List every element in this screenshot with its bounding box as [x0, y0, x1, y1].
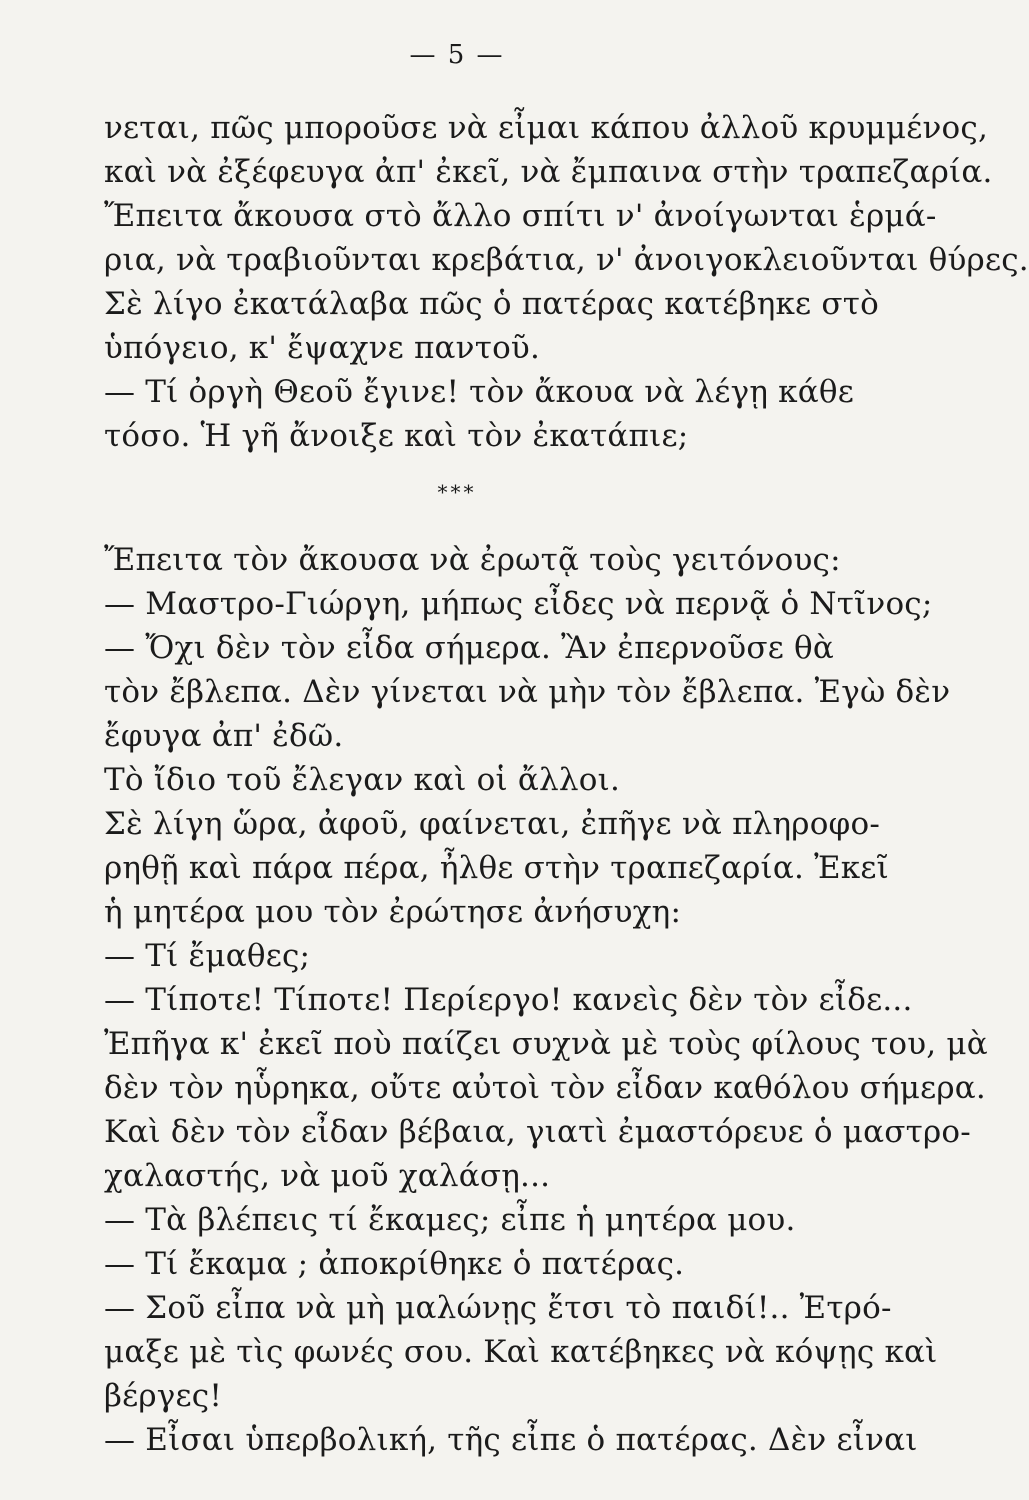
page-number: — 5 — — [409, 40, 505, 70]
text-line-5: Σὲ λίγο ἐκατάλαβα πῶς ὁ πατέρας κατέβηκε στὸ — [104, 286, 879, 322]
text-line-4: ρια, νὰ τραβιοῦνται κρεβάτια, ν' ἀνοιγοκλειοῦνται θύρες. — [104, 242, 1029, 278]
text-line-6: ὑπόγειο, κ' ἔψαχνε παντοῦ. — [104, 330, 541, 366]
section-separator: *** — [437, 480, 477, 504]
text-line-27: μαξε μὲ τὶς φωνές σου. Καὶ κατέβηκες νὰ κόψῃς καὶ — [104, 1334, 938, 1370]
text-line-11: — Ὄχι δὲν τὸν εἶδα σήμερα. Ἂν ἐπερνοῦσε θὰ — [104, 630, 835, 666]
text-line-26: — Σοῦ εἶπα νὰ μὴ μαλώνῃς ἔτσι τὸ παιδί!.. Ἐτρό- — [104, 1290, 892, 1326]
text-line-21: δὲν τὸν ηὗρηκα, οὔτε αὐτοὶ τὸν εἶδαν καθόλου σήμερα. — [104, 1070, 986, 1106]
text-line-22: Καὶ δὲν τὸν εἶδαν βέβαια, γιατὶ ἐμαστόρευε ὁ μαστρο- — [104, 1114, 971, 1150]
text-line-3: Ἔπειτα ἄκουσα στὸ ἄλλο σπίτι ν' ἀνοίγωνται ἑρμά- — [104, 198, 937, 234]
text-line-25: — Τί ἔκαμα ; ἀποκρίθηκε ὁ πατέρας. — [104, 1246, 685, 1282]
text-line-24: — Τὰ βλέπεις τί ἔκαμες; εἶπε ἡ μητέρα μου. — [104, 1202, 796, 1238]
text-line-20: Ἐπῆγα κ' ἐκεῖ ποὺ παίζει συχνὰ μὲ τοὺς φίλους του, μὰ — [104, 1026, 988, 1062]
text-line-12: τὸν ἔβλεπα. Δὲν γίνεται νὰ μὴν τὸν ἔβλεπα. Ἐγὼ δὲν — [104, 674, 951, 710]
text-line-10: — Μαστρο-Γιώργη, μήπως εἶδες νὰ περνᾷ ὁ Ντῖνος; — [104, 586, 933, 622]
text-line-1: νεται, πῶς μποροῦσε νὰ εἶμαι κάπου ἀλλοῦ κρυμμένος, — [104, 110, 989, 146]
text-line-8: τόσο. Ἡ γῆ ἄνοιξε καὶ τὸν ἐκατάπιε; — [104, 418, 689, 454]
text-line-18: — Τί ἔμαθες; — [104, 938, 311, 974]
text-line-15: Σὲ λίγη ὥρα, ἀφοῦ, φαίνεται, ἐπῆγε νὰ πληροφο- — [104, 806, 880, 842]
text-line-9: Ἔπειτα τὸν ἄκουσα νὰ ἐρωτᾷ τοὺς γειτόνους: — [104, 542, 841, 578]
text-line-13: ἔφυγα ἀπ' ἐδῶ. — [104, 718, 344, 754]
text-line-14: Τὸ ἴδιο τοῦ ἔλεγαν καὶ οἱ ἄλλοι. — [104, 762, 620, 798]
text-line-19: — Τίποτε! Τίποτε! Περίεργο! κανεὶς δὲν τὸν εἶδε... — [104, 982, 913, 1018]
text-line-23: χαλαστής, νὰ μοῦ χαλάσῃ... — [104, 1158, 551, 1194]
text-line-2: καὶ νὰ ἐξέφευγα ἀπ' ἐκεῖ, νὰ ἔμπαινα στὴν τραπεζαρία. — [104, 154, 993, 190]
text-line-16: ρηθῇ καὶ πάρα πέρα, ἦλθε στὴν τραπεζαρία. Ἐκεῖ — [104, 850, 889, 886]
text-line-29: — Εἶσαι ὑπερβολική, τῆς εἶπε ὁ πατέρας. Δὲν εἶναι — [104, 1422, 918, 1458]
text-line-28: βέργες! — [104, 1378, 223, 1414]
text-line-7: — Τί ὀργὴ Θεοῦ ἔγινε! τὸν ἄκουα νὰ λέγῃ κάθε — [104, 374, 854, 410]
text-line-17: ἡ μητέρα μου τὸν ἐρώτησε ἀνήσυχη: — [104, 894, 682, 930]
